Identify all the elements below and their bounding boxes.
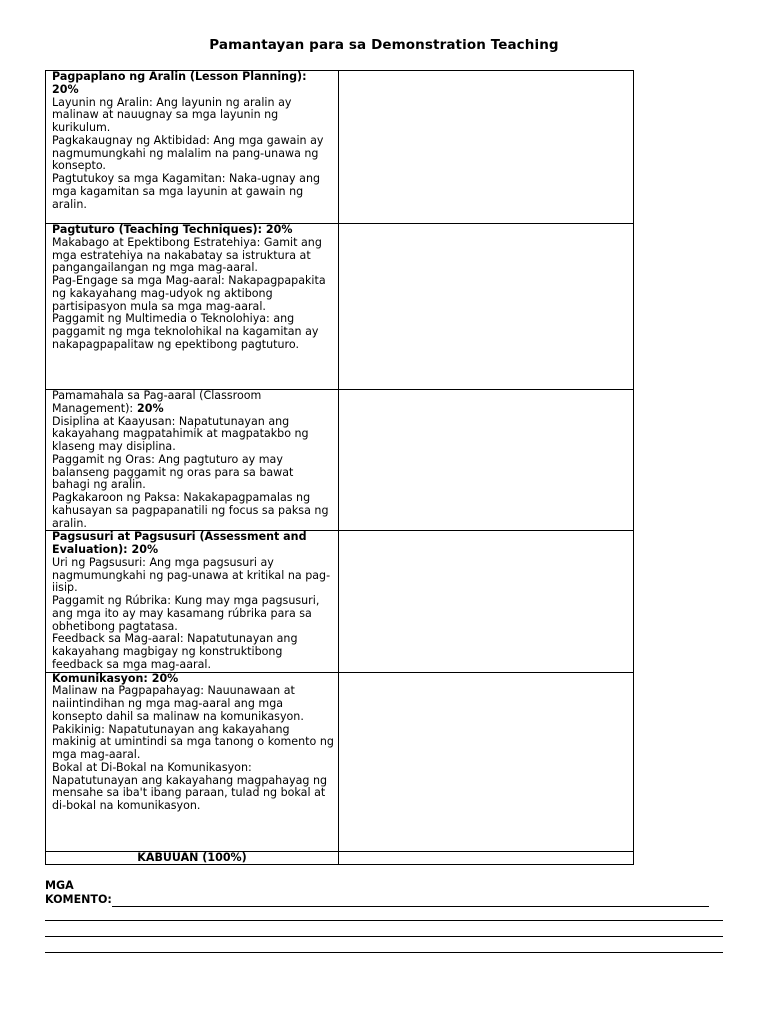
criterion-item: Feedback sa Mag-aaral: Napatutunayan ang kakayahang magbigay ng konstruktibong feedback sa mga mag-aaral.	[52, 632, 298, 671]
criterion-item: Bokal at Di-Bokal na Komunikasyon: Napatutunayan ang kakayahang magpahayag ng mensahe sa iba't ibang paraan, tulad ng bokal at di-bokal na komunikasyon.	[52, 760, 328, 812]
criterion-item: Layunin ng Aralin: Ang layunin ng aralin ay malinaw at nauugnay sa mga layunin ng kurikulum.	[52, 95, 292, 134]
criterion-label: Pagpaplano ng Aralin (Lesson Planning):	[52, 70, 307, 83]
total-row	[46, 851, 634, 865]
criterion-weight: 20%	[131, 543, 159, 556]
comments-first-line	[45, 893, 725, 907]
criterion-item: Pakikinig: Napatutunayan ang kakayahang makinig at umintindi sa mga tanong o komento ng mga mag-aaral.	[52, 722, 334, 761]
page-title: Pamantayan para sa Demonstration Teaching	[209, 37, 559, 53]
total-score-cell[interactable]	[339, 851, 634, 865]
comment-write-line[interactable]	[45, 920, 723, 921]
criterion-item: Pagkakaugnay ng Aktibidad: Ang mga gawain ay nagmumungkahi ng malalim na pang-unawa ng konsepto.	[52, 133, 324, 173]
rubric-table	[45, 70, 634, 865]
criterion-title	[52, 224, 334, 237]
score-cell[interactable]	[339, 71, 634, 224]
criterion-row	[46, 531, 634, 672]
score-cell[interactable]	[339, 224, 634, 390]
criterion-item: Makabago at Epektibong Estratehiya: Gamit ang mga estratehiya na nakabatay sa istruktura at pangangailangan ng mga mag-aaral.	[52, 235, 322, 275]
criterion-weight: 20%	[52, 82, 79, 96]
comments-section	[45, 879, 725, 907]
criterion-cell	[46, 531, 339, 672]
criterion-item: Pagkakaroon ng Paksa: Nakakapagpamalas ng kahusayan sa pagpapanatili ng focus sa paksa ng aralin.	[52, 491, 329, 530]
comment-write-line[interactable]	[112, 895, 709, 907]
score-cell[interactable]	[339, 390, 634, 531]
criterion-item: Paggamit ng Rúbrika: Kung may mga pagsusuri, ang mga ito ay may kasamang rúbrika para sa obhetibong pagtatasa.	[52, 594, 320, 633]
comment-write-line[interactable]	[45, 952, 723, 953]
criterion-label: Pamamahala sa Pag-aaral (Classroom Management):	[52, 389, 262, 415]
comments-label-line1: MGA	[45, 879, 74, 892]
comments-label-line2: KOMENTO:	[45, 893, 112, 906]
criterion-row	[46, 224, 634, 390]
comment-write-line[interactable]	[45, 936, 723, 937]
criterion-cell	[46, 672, 339, 851]
criterion-row	[46, 672, 634, 851]
criterion-weight: 20%	[151, 671, 179, 685]
criterion-item: Malinaw na Pagpapahayag: Nauunawaan at naiintindihan ng mga mag-aaral ang mga konsepto dahil sa malinaw na komunikasyon.	[52, 684, 304, 723]
criterion-item: Pagtutukoy sa mga Kagamitan: Naka-ugnay ang mga kagamitan sa mga layunin at gawain ng aralin.	[52, 172, 321, 211]
criterion-weight: 20%	[137, 401, 164, 415]
criterion-row	[46, 71, 634, 224]
criterion-title	[52, 531, 334, 557]
criterion-weight: 20%	[265, 223, 293, 236]
criterion-cell	[46, 224, 339, 390]
criterion-item: Pag-Engage sa mga Mag-aaral: Nakapagpapakita ng kakayahang mag-udyok ng aktibong partisipasyon mula sa mga mag-aaral.	[52, 274, 326, 313]
criterion-item: Paggamit ng Oras: Ang pagtuturo ay may balanseng paggamit ng oras para sa bawat bahagi ng aralin.	[52, 452, 294, 492]
criterion-item: Uri ng Pagsusuri: Ang mga pagsusuri ay nagmumungkahi ng pag-unawa at kritikal na pag-iisip.	[52, 555, 331, 595]
criterion-label: Pagtuturo (Teaching Techniques):	[52, 223, 263, 236]
criterion-title	[52, 71, 334, 97]
criterion-cell	[46, 71, 339, 224]
criterion-row	[46, 390, 634, 531]
criterion-title	[52, 390, 334, 416]
criterion-cell	[46, 390, 339, 531]
criterion-label: Pagsusuri at Pagsusuri (Assessment and Evaluation):	[52, 530, 307, 556]
score-cell[interactable]	[339, 531, 634, 672]
total-label: KABUUAN (100%)	[46, 851, 339, 865]
score-cell[interactable]	[339, 672, 634, 851]
rubric-body	[46, 71, 634, 865]
criterion-label: Komunikasyon:	[52, 671, 148, 685]
criterion-item: Paggamit ng Multimedia o Teknolohiya: ang paggamit ng mga teknolohikal na kagamitan ay nakapagpapalitaw ng epektibong pagtuturo.	[52, 312, 319, 351]
criterion-item: Disiplina at Kaayusan: Napatutunayan ang kakayahang magpatahimik at magpatakbo ng klaseng may disiplina.	[52, 414, 309, 453]
